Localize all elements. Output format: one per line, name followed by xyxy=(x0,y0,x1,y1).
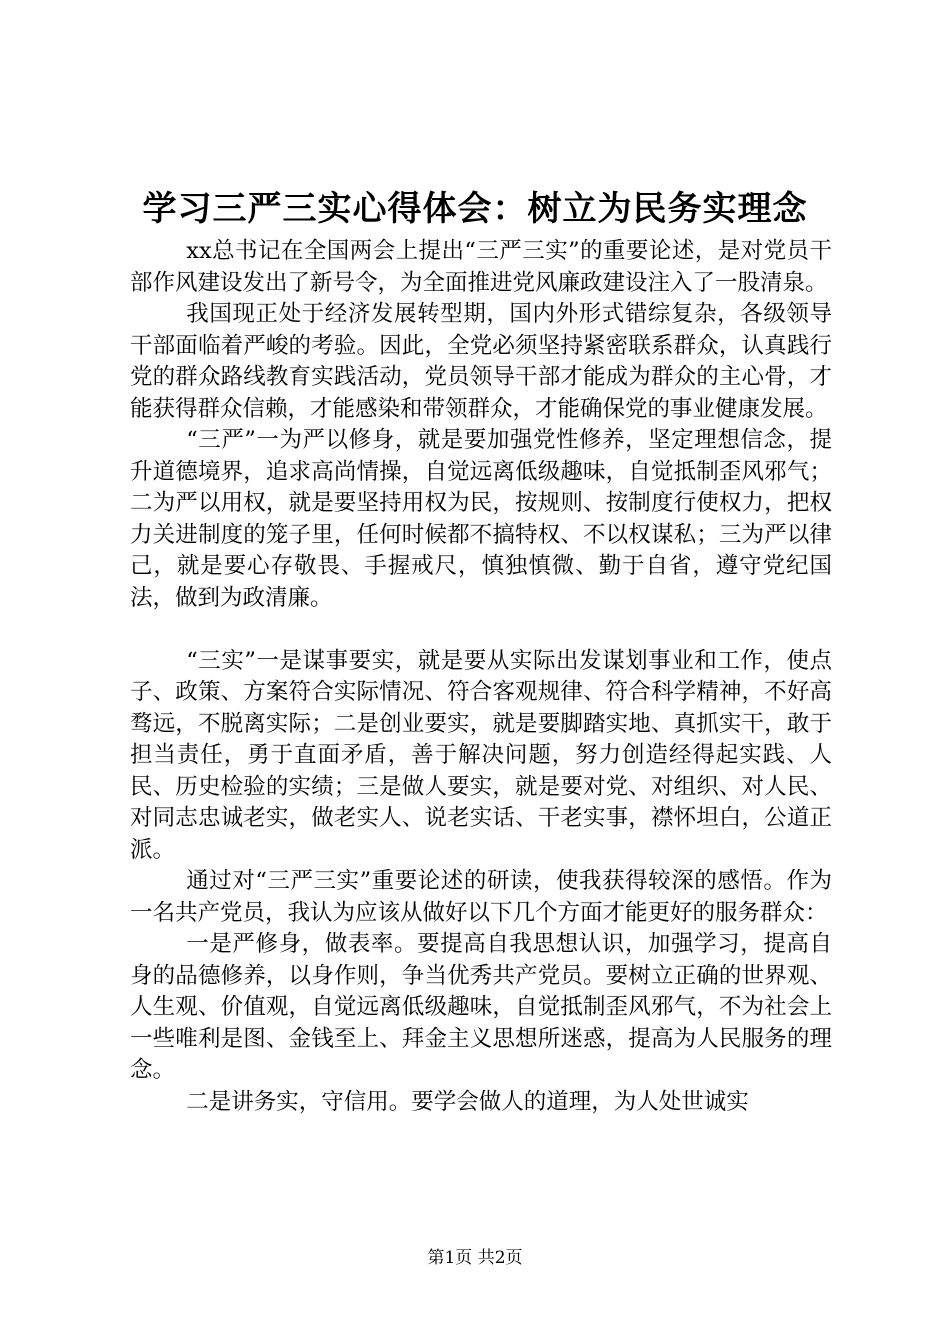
paragraph-intro: xx总书记在全国两会上提出“三严三实”的重要论述，是对党员干部作风建设发出了新号令，为全面推进党风廉政建设注入了一股清泉。 xyxy=(130,238,832,296)
paragraph-san-yan: “三严”一为严以修身，就是要加强党性修养，坚定理想信念，提升道德境界，追求高尚情操，自觉远离低级趣味，自觉抵制歪风邪气；二为严以用权，就是要坚持用权为民，按规则、按制度行使权力，把权力关进制度的笼子里，任何时候都不搞特权、不以权谋私；三为严以律己，就是要心存敬畏、手握戒尺，慎独慎微、勤于自省，遵守党纪国法，做到为政清廉。 xyxy=(130,427,832,611)
paragraph-point-one: 一是严修身，做表率。要提高自我思想认识，加强学习，提高自身的品德修养，以身作则，争当优秀共产党员。要树立正确的世界观、人生观、价值观，自觉远离低级趣味，自觉抵制歪风邪气，不为社会上一些唯利是图、金钱至上、拜金主义思想所迷惑，提高为人民服务的理念。 xyxy=(130,931,832,1083)
page-indicator: 第1页 共2页 xyxy=(427,1248,523,1268)
document-body xyxy=(130,236,832,1118)
document-title: 学习三严三实心得体会：树立为民务实理念 xyxy=(142,189,808,229)
paragraph-reflection: 通过对“三严三实”重要论述的研读，使我获得较深的感悟。作为一名共产党员，我认为应该从做好以下几个方面才能更好的服务群众： xyxy=(130,868,832,926)
paragraph-background: 我国现正处于经济发展转型期，国内外形式错综复杂，各级领导干部面临着严峻的考验。因此，全党必须坚持紧密联系群众，认真践行党的群众路线教育实践活动，党员领导干部才能成为群众的主心骨，才能获得群众信赖，才能感染和带领群众，才能确保党的事业健康发展。 xyxy=(130,301,832,422)
paragraph-point-two: 二是讲务实，守信用。要学会做人的道理，为人处世诚实 xyxy=(186,1088,749,1115)
paragraph-san-shi: “三实”一是谋事要实，就是要从实际出发谋划事业和工作，使点子、政策、方案符合实际情况、符合客观规律、符合科学精神，不好高骛远，不脱离实际；二是创业要实，就是要脚踏实地、真抓实干，敢于担当责任，勇于直面矛盾，善于解决问题，努力创造经得起实践、人民、历史检验的实绩；三是做人要实，就是要对党、对组织、对人民、对同志忠诚老实，做老实人、说老实话、干老实事，襟怀坦白，公道正派。 xyxy=(130,647,832,863)
